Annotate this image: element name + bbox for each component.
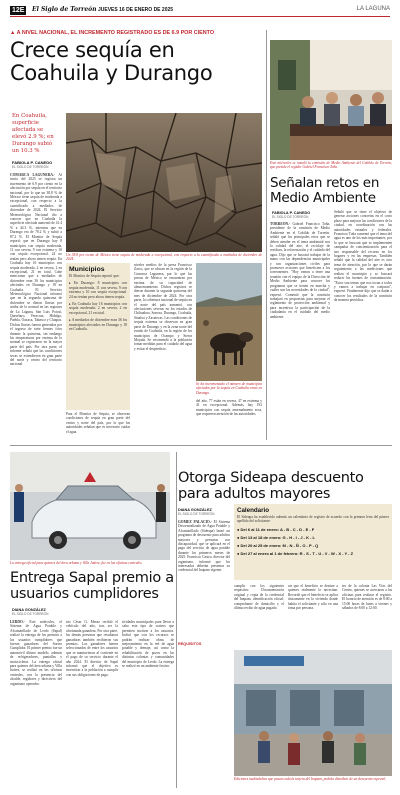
sidebar-item-text: A mediados de diciembre eran 36 los municipios afectados en Durango y 18 en Coahuila. <box>69 318 127 332</box>
sidebar-item <box>69 281 127 299</box>
drought-body-col3: niveles medios de la presa Francisco Zarco, que se ubican en la región de la Comarca Lagunera, por lo que las presas de México se encuentran por encima de su capacidad de almacenamiento. Dichos registros se dieron durante la segunda quincena del mes de diciembre de 2024. Por otra parte, la cobertura nacional de sequía en el norte del país aumentó, con afectaciones severas en los estados de Chihuahua, Sonora, Durango, Coahuila, Sinaloa y Zacatecas. Las condiciones de sequía extrema se observan en gran parte de Durango y en la zona norte del estado de Coahuila, en la región de los municipios de Ocampo y Sierra Mojada. Se recomendó a la población tomar medidas para el cuidado del agua y evitar el desperdicio. <box>134 263 192 351</box>
drought-photo2-caption: Se ha incrementado el número de municipios afectados por la sequía en Coahuila como en Durango. <box>196 382 262 395</box>
sapal-photo-caption: La entrega oficial para quienes del área urbana y Villa Juárez, fue en las oficinas centrales. <box>10 561 143 565</box>
senalan-byline <box>272 211 332 219</box>
calendar-entry-text: Del 20 al 25 de enero: M - N - Ñ - O - P - Q <box>240 542 319 548</box>
municipios-sidebar <box>66 263 130 410</box>
masthead-rule <box>10 16 390 17</box>
sidebar-subtitle: El Monitor de Sequía reportó que: <box>69 274 120 278</box>
sapal-photo <box>10 452 170 560</box>
masthead <box>10 5 390 17</box>
drought-headline: Crece sequía en Coahuila y Durango <box>10 38 213 85</box>
requisites-label: REQUISITOS <box>178 642 202 646</box>
bullet-icon: ● <box>237 534 241 540</box>
cabildo-photo-caption: Este miércoles se instaló la comisión de Medio Ambiente del Cabildo de Torreón, que preside el regidor Gabriel Francisco Toña. <box>270 161 392 170</box>
senalan-body-col1: TORREÓN.- Gabriel Francisco Toña, presidente de la comisión de Medio Ambiente en el Cabildo de Torreón, señaló que los principales retos que se deben atender en el tema ambiental son la calidad del aire, el reciclaje de residuos, la reforestación y el cuidado del agua. Dijo que se buscará trabajar de la mano con las dependencias municipales y con organizaciones civiles para promover acciones que beneficien a los torreonenses. "Hoy vamos a tener una reunión con el equipo de la Dirección de Medio Ambiente para conocer los programas que se tienen en marcha y cuáles son las necesidades de la ciudad", expresó. Comentó que la comisión trabajará en propuestas para mejorar el reglamento de protección ambiental y para incentivar la participación de la ciudadanía en el cuidado del medio ambiente. <box>270 222 330 319</box>
cabildo-photo <box>270 40 392 160</box>
calendar-entry-text: Del 6 al 11 de enero: A - B - C - D - E - F <box>240 526 315 532</box>
drought-byline-name: FABIOLA P. CANEDO <box>12 160 53 165</box>
sideapa-body-col2: cumplir con los siguientes requisitos: Documentación original y copia de la credencial del Inapam, identificación oficial, comprobante de domicilio y el último recibo de agua pagado. <box>234 584 284 611</box>
bullet-icon: ▸ <box>69 302 73 307</box>
bullet-icon: ▸ <box>69 318 72 323</box>
drought-byline <box>12 160 62 169</box>
sideapa-photo-caption: Ediciones multiadultos que pasan cada la tarjeta del Inapam, podrán distribuir de un descuento especial. <box>234 777 387 781</box>
sideapa-byline <box>178 508 228 516</box>
drought-body-col4: del año, 77 están en severa, 47 en extrema y 41 en excepcional. Además, hay 192 municipios con sequía anormalmente seca, que requieren atención de las autoridades. <box>196 399 262 417</box>
sidebar-item <box>69 302 127 315</box>
senalan-headline: Señalan retos en Medio Ambiente <box>270 175 380 206</box>
calendar-intro: El Sideapa ha establecido además un calendario de registro de acuerdo con la primera letra del primer apellido del solicitante: <box>237 515 389 524</box>
sapal-body-col3: tividades municipales para llevar a cabo este tipo de sorteos que permiten motivar a los usuarios. Indicó que con los recursos se podrán realizar obras de mejoramiento en la red de agua potable y drenaje, así como la rehabilitación de pozos en las distintas colonias y comunidades del municipio de Lerdo. La entrega se realizó en un ambiente festivo. <box>122 620 174 669</box>
drought-body-col2: Para el Monitor de Sequía, se observan condiciones de sequía en gran parte del centro y norte del país, por lo que las autoridades señalan que es necesario cuidar el agua. <box>66 412 130 434</box>
calendar-entry <box>237 535 389 540</box>
sapal-byline-source: EL SIGLO DE TORREÓN <box>12 612 49 616</box>
sidebar-item <box>69 318 127 331</box>
kicker-marker-icon: ▲ <box>10 30 17 36</box>
drought-byline-source: EL SIGLO DE TORREÓN <box>12 165 49 169</box>
column-separator <box>176 452 177 788</box>
sideapa-body-col4: tes de la colonia Las Vías del Centro, quienes se acercaron a las oficinas para realizar el registro. El horario de atención es de 8:00 a 15:00 horas de lunes a viernes y sábados de 8:00 a 12:00. <box>342 584 392 611</box>
office-queue-image <box>234 650 392 776</box>
sidebar-title: Municipios <box>69 266 105 273</box>
cattle-field-image <box>196 263 262 381</box>
meeting-room-image <box>270 40 392 160</box>
car-prize-image <box>10 452 170 560</box>
drought-photo <box>66 113 262 252</box>
sideapa-byline-source: EL SIGLO DE TORREÓN <box>178 512 215 516</box>
calendar-entry <box>237 527 389 532</box>
sapal-headline: Entrega Sapal premio a usuarios cumplidores <box>10 570 174 602</box>
calendar-entry <box>237 543 389 548</box>
bullet-icon: ● <box>237 542 241 548</box>
senalan-byline-name: FABIOLA P. CANEDO <box>272 211 311 215</box>
senalan-body-col2: Señaló que se tiene el objetivo de generar acciones concretas en el corto plazo para mejorar las condiciones de la ciudad, en coordinación con las autoridades estatales y federales. Francisco Toña comentó que el tema del agua es uno de los más importantes, por lo que se buscará que se implementen campañas de concientización para el uso responsable del recurso en los hogares y en las empresas. También señaló que la calidad del aire es otro tema de atención, por lo que se darán seguimiento a las mediciones que realiza el municipio y se buscará reducir las fuentes de contaminación. "Estos son temas que nos tocan a todos y vamos a trabajar en conjunto", expresó. Finalmente dijo que se darán a conocer los resultados de la comisión de manera periódica. <box>334 210 392 303</box>
drought-photo-caption: Un 38.8 por ciento de México tiene sequía de moderada a excepcional, con respecto a la cuantificada a mediados de diciembre de 2024. <box>66 253 262 262</box>
sideapa-headline: Otorga Sideapa descuento para adultos mayores <box>178 470 364 502</box>
drought-deck: En Coahuila, superficie afectada se elevó 2.9 %; en Durango subió un 10.3 % <box>12 113 54 154</box>
sideapa-byline-name: DIANA GONZÁLEZ <box>178 508 212 512</box>
sapal-body-col1: LERDO.- Este miércoles, el Sistema de Agua Potable y Alcantarillado de Lerdo (Sapal) realizó la entrega de los premios a los usuarios cumplidores que fueron ganadores del Sorteo Cumplidor. El primer premio fue un automóvil último modelo, además de refrigeradores, pantallas y motocicletas. La entrega oficial para quienes del área urbana y Villa Juárez, se realizó en las oficinas centrales, con la presencia del alcalde, regidores y directivos del organismo operador. <box>10 620 62 686</box>
cracked-earth-image <box>66 113 262 252</box>
column-separator <box>266 30 267 440</box>
page-number: 12E <box>12 7 25 14</box>
drought-photo-cattle <box>196 263 262 381</box>
calendar-entry <box>237 551 389 556</box>
sidebar-item-text: En Coahuila hay 16 municipios con sequía moderada, 2 en severa, 2 en excepcional, 21 en total. <box>69 302 127 315</box>
drought-kicker-text: A NIVEL NACIONAL, EL INCREMENTO REGISTRADO ES DE 6.9 POR CIENTO <box>16 30 215 36</box>
senalan-byline-source: EL SIGLO DE TORREÓN <box>272 215 309 219</box>
sidebar-item-text: En Durango: 8 municipios con sequía moderada, 11 con severa, 9 con extrema y 10 con sequía excepcional. 24 no tenían pero ahora tienen sequía. <box>69 281 127 299</box>
calendar-box <box>234 504 392 580</box>
sideapa-body-col1: GÓMEZ PALACIO.- El Sistema Descentralizado de Agua Potable y Alcantarillado (Sideapa) lanzó un programa de descuento para adultos mayores y personas con discapacidad, que se aplicará en el pago del servicio de agua potable durante los primeros meses de 2025. Francisco Castro, director del organismo, informó que los interesados deberán presentar su credencial del Inapam vigente. <box>178 520 230 573</box>
calendar-title: Calendario <box>237 507 269 514</box>
sapal-byline-name: DIANA GONZÁLEZ <box>12 608 46 612</box>
issue-date: JUEVES 16 DE ENERO DE 2025 <box>98 7 174 13</box>
bullet-icon: ▸ <box>69 281 74 286</box>
drought-body-col1: COMARCA LAGUNERA.- Al inicio del 2025 se registra un incremento de 6.9 por ciento en la afectación por sequía en el territorio nacional, por lo que un 38.8 % de México tiene sequía de moderada a excepcional, con respecto a la cuantificada a mediados de diciembre de 2024. El Servicio Meteorológico Nacional dio a conocer que en Coahuila la superficie afectada aumentó de 41.4 % a 44.3 %, mientras que en Durango era de 78.2 % y subió a 87.2 %. El Monitor de Sequía reportó que en Durango hay 8 municipios con sequía moderada, 11 con severa, 9 con extrema y 10 con sequía excepcional. 24 no tenían pero ahora tienen sequía. En Coahuila hay 16 municipios con sequía moderada, 2 en severa, 2 en excepcional, 21 en total. Cabe mencionar que a mediados de diciembre eran 36 los municipios afectados en Durango y 18 en Coahuila. El Servicio Meteorológico Nacional informó que en la segunda quincena de diciembre se dieron lluvias por arriba de lo normal en las regiones de La Laguna, San Luis Potosí, Querétaro, Veracruz, Hidalgo, Puebla, Oaxaca, Tabasco y Chiapas. Dichas lluvias fueron generadas por el ingreso de siete frentes fríos durante la quincena, sin embargo las temperaturas por encima de lo normal se registraron en la mayor parte del país. Por otra parte, el informe señala que las condiciones secas se extendieron en gran parte del norte y centro del territorio nacional. <box>10 173 62 367</box>
sideapa-photo <box>234 650 392 776</box>
sideapa-body-col3: rar que el beneficio se destine a quienes realmente lo necesitan. Recordó que el beneficio se aplica únicamente en la vivienda donde habita el solicitante y sólo en una toma por persona. <box>288 584 338 611</box>
calendar-entry-text: Del 13 al 18 de enero: G - H - I - J - K - L <box>240 534 315 540</box>
bullet-icon: ● <box>237 550 241 556</box>
sapal-byline <box>12 608 62 616</box>
sapal-body-col2: nio César G. Meraz recibió el vehículo del año, tras ser la afortunada ganadora. Por otra parte, las demás personas que resultaron ganadoras también recibieron sus premios. Los ganadores fueron seleccionados de entre los usuarios que se mantuvieron al corriente en el pago de su servicio durante el año 2024. El director de Sapal informó que el objetivo es incentivar a la población a cumplir con sus obligaciones de pago. <box>66 620 118 677</box>
section-divider <box>10 445 392 446</box>
section-name: LA LAGUNA <box>356 6 390 12</box>
bullet-icon: ● <box>237 526 241 532</box>
newspaper-name: El Siglo de Torreón <box>32 6 97 13</box>
calendar-entry-text: Del 27 al enero al 1 de febrero: R - S - T - U - V - W - X - Y - Z <box>240 550 354 556</box>
drought-kicker <box>10 30 270 36</box>
